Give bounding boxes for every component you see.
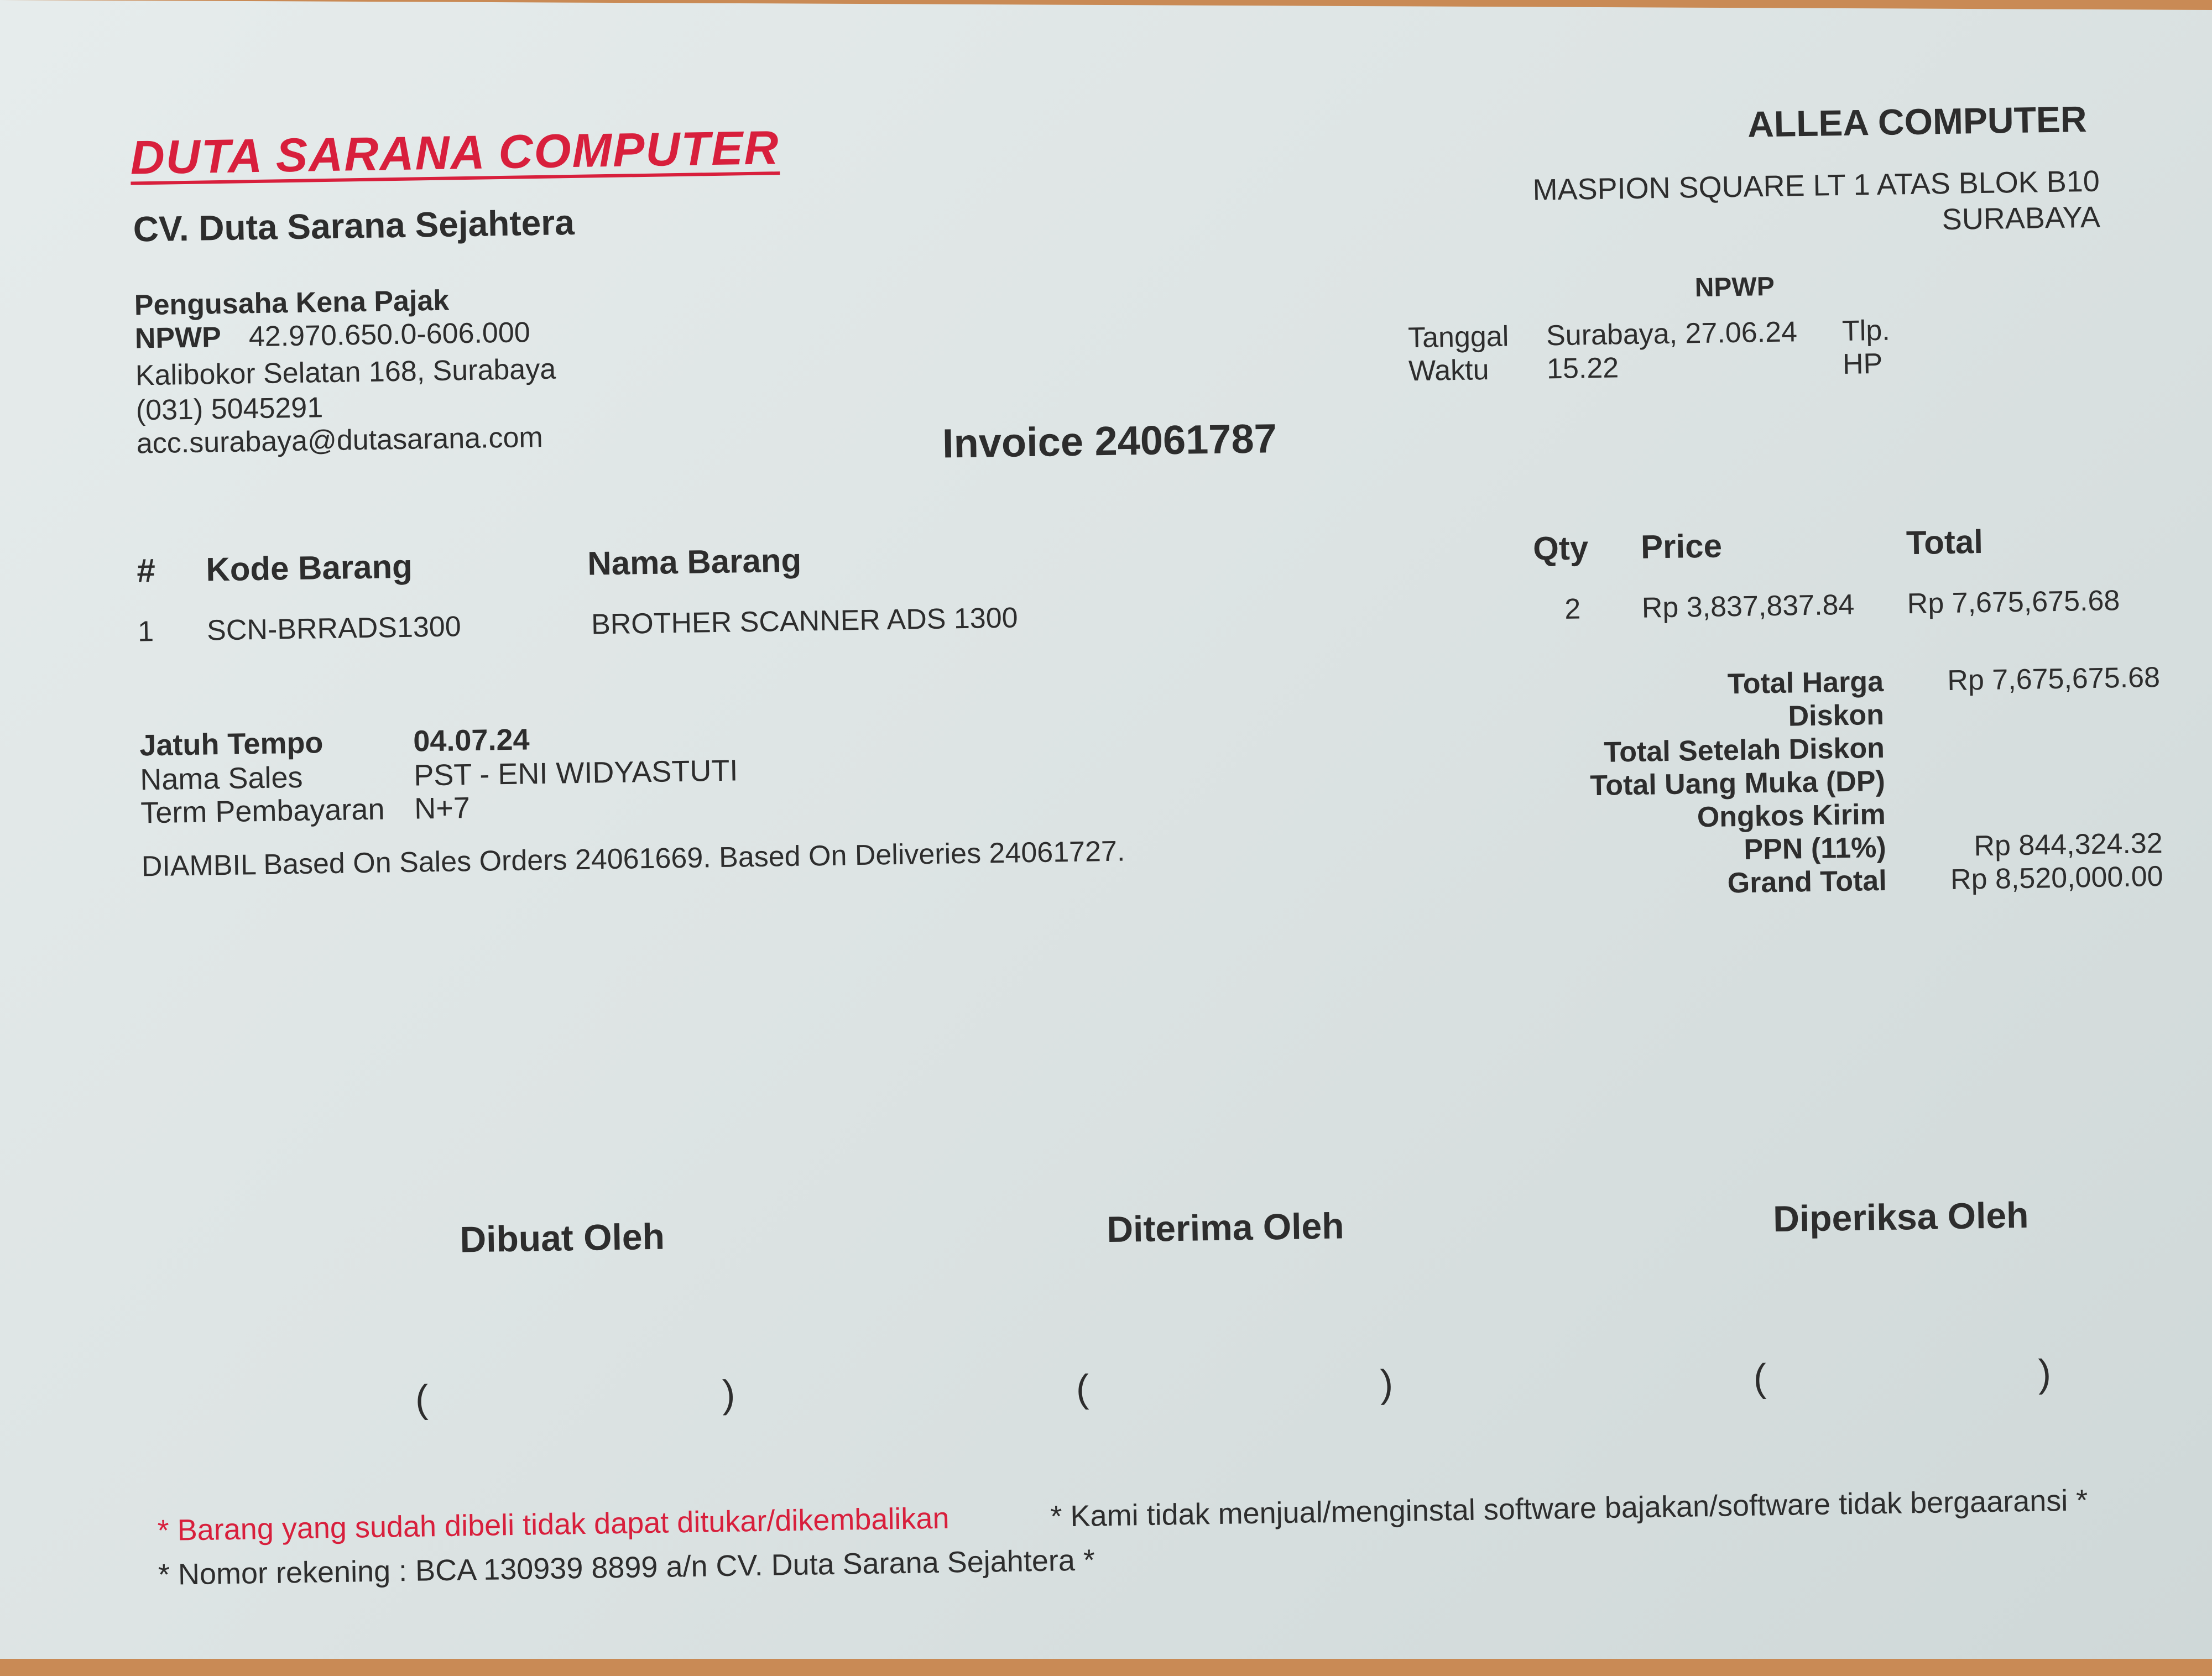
row-number: 1 <box>137 615 154 648</box>
footer-no-piracy: * Kami tidak menjual/menginstal software bajakan/software tidak bergaaransi * <box>1050 1484 2088 1533</box>
waktu-value: 15.22 <box>1546 352 1619 385</box>
row-nama-barang: BROTHER SCANNER ADS 1300 <box>591 602 1019 641</box>
jatuh-tempo-label: Jatuh Tempo <box>139 726 324 763</box>
signature-diperiksa-close: ) <box>2038 1351 2052 1395</box>
tlp-label: Tlp. <box>1841 314 1891 347</box>
seller-tax-status: Pengusaha Kena Pajak <box>134 284 450 322</box>
ppn-label: PPN (11%) <box>1744 831 1887 866</box>
seller-logo: DUTA SARANA COMPUTER <box>129 121 780 185</box>
total-harga-label: Total Harga <box>1727 665 1884 701</box>
seller-company: CV. Duta Sarana Sejahtera <box>133 202 575 249</box>
total-harga-value: Rp 7,675,675.68 <box>1947 661 2161 697</box>
row-kode-barang: SCN-BRRADS1300 <box>206 610 462 647</box>
header-kode-barang: Kode Barang <box>205 547 413 588</box>
signature-diperiksa-open: ( <box>1753 1356 1767 1400</box>
header-number: # <box>136 551 156 589</box>
row-total: Rp 7,675,675.68 <box>1907 584 2120 620</box>
tanggal-value: Surabaya, 27.06.24 <box>1546 316 1798 352</box>
header-qty: Qty <box>1532 529 1589 567</box>
seller-npwp <box>134 316 530 355</box>
tanggal-label: Tanggal <box>1407 320 1509 354</box>
ppn-value: Rp 844,324.32 <box>1974 827 2163 863</box>
customer-address-line1: MASPION SQUARE LT 1 ATAS BLOK B10 <box>1532 164 2100 207</box>
diskon-label: Diskon <box>1788 698 1885 733</box>
total-uang-muka-label: Total Uang Muka (DP) <box>1589 765 1886 802</box>
header-nama-barang: Nama Barang <box>587 541 802 582</box>
hp-label: HP <box>1842 347 1883 380</box>
jatuh-tempo-value: 04.07.24 <box>413 723 530 758</box>
footer-no-return: * Barang yang sudah dibeli tidak dapat ditukar/dikembalikan <box>157 1501 950 1548</box>
seller-npwp-label: NPWP <box>134 321 222 355</box>
customer-address-line2: SURABAYA <box>1942 200 2101 237</box>
customer-name: ALLEA COMPUTER <box>1747 98 2088 145</box>
seller-phone: (031) 5045291 <box>135 391 324 427</box>
invoice-title: Invoice 24061787 <box>942 415 1277 467</box>
waktu-label: Waktu <box>1408 354 1489 388</box>
term-pembayaran-value: N+7 <box>414 791 471 826</box>
seller-email: acc.surabaya@dutasarana.com <box>136 421 544 460</box>
signature-dibuat-label: Dibuat Oleh <box>459 1215 665 1260</box>
nama-sales-label: Nama Sales <box>139 760 303 797</box>
signature-diperiksa-label: Diperiksa Oleh <box>1772 1194 2029 1240</box>
signature-diterima-open: ( <box>1076 1366 1089 1410</box>
header-total: Total <box>1906 523 1984 562</box>
signature-diterima-label: Diterima Oleh <box>1106 1205 1345 1250</box>
grand-total-value: Rp 8,520,000.00 <box>1950 860 2164 896</box>
nama-sales-value: PST - ENI WIDYASTUTI <box>413 754 738 792</box>
signature-dibuat-open: ( <box>415 1377 429 1421</box>
grand-total-label: Grand Total <box>1727 864 1887 900</box>
delivery-note: DIAMBIL Based On Sales Orders 24061669. Based On Deliveries 24061727. <box>141 835 1125 883</box>
row-price: Rp 3,837,837.84 <box>1641 588 1855 624</box>
ongkos-kirim-label: Ongkos Kirim <box>1697 798 1886 834</box>
header-price: Price <box>1640 527 1723 566</box>
signature-dibuat-close: ) <box>722 1372 735 1416</box>
signature-diterima-close: ) <box>1380 1361 1394 1406</box>
customer-npwp-label: NPWP <box>1694 271 1775 303</box>
total-setelah-diskon-label: Total Setelah Diskon <box>1603 732 1885 769</box>
seller-address: Kalibokor Selatan 168, Surabaya <box>135 353 556 392</box>
term-pembayaran-label: Term Pembayaran <box>140 792 385 830</box>
seller-npwp-value: 42.970.650.0-606.000 <box>248 316 531 353</box>
footer-bank-account: * Nomor rekening : BCA 130939 8899 a/n CV. Duta Sarana Sejahtera * <box>158 1543 1095 1592</box>
row-qty: 2 <box>1564 593 1581 625</box>
